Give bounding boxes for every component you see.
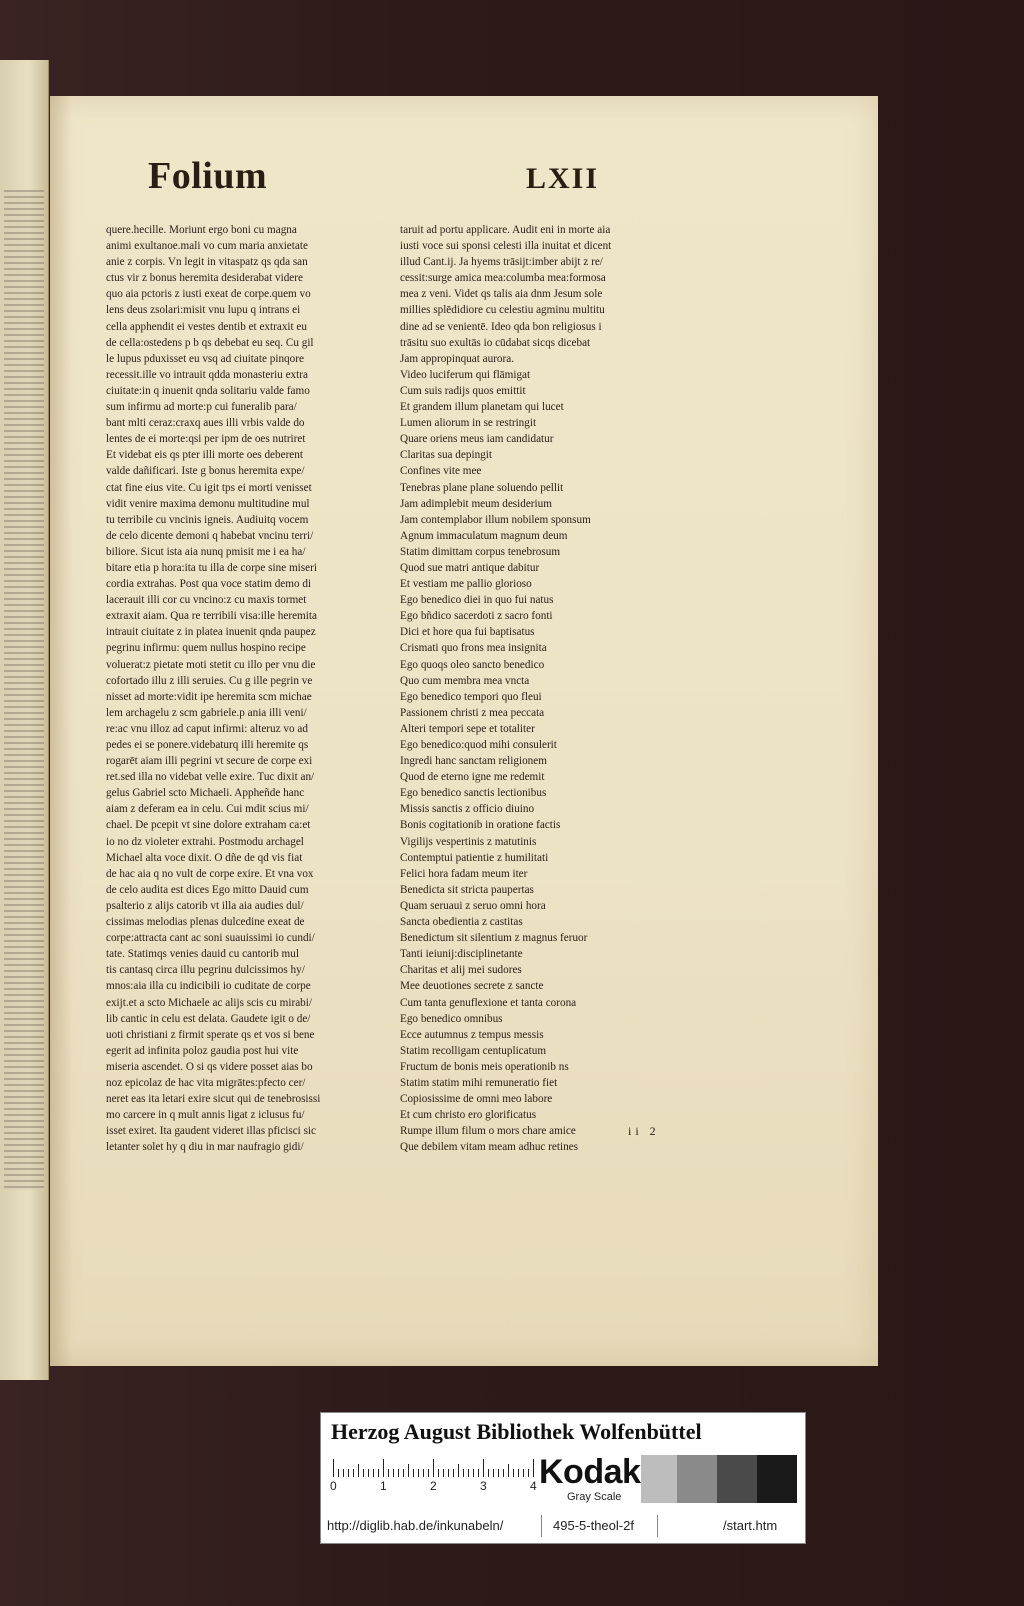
text-line: Copiosissime de omni meo labore [400,1093,553,1106]
library-name: Herzog August Bibliothek Wolfenbüttel [331,1419,702,1444]
ruler-tick [518,1469,519,1477]
color-target-card [320,1412,806,1544]
text-line: cessit:surge amica mea:columba mea:formosa [400,272,606,285]
text-line: Bonis cogitationib in oratione factis [400,819,561,832]
text-line: sum infirmu ad morte:p cui funeralib para/ [106,401,297,414]
ruler-number: 1 [380,1479,387,1493]
ruler-tick [358,1464,359,1477]
ruler-tick [478,1469,479,1477]
text-line: corpe:attracta cant ac soni suauissimi io cundi/ [106,932,315,945]
text-line: Dici et hore qua fui baptisatus [400,626,535,639]
text-line: pegrinu infirmu: quem nullus hospino recipe [106,642,306,655]
text-line: Quam seruaui z seruo omni hora [400,899,546,912]
text-line: rogarēt aiam illi pegrini vt secure de corpe exi [106,755,313,768]
text-line: taruit ad portu applicare. Audit eni in morte aia [400,224,611,236]
text-line: vidit venire maxima demonu multitudine mul [106,497,310,510]
text-line: aiam z deferam ea in celu. Cui mdit scius mi/ [106,803,309,816]
text-line: Mee deuotiones secrete z sancte [400,980,544,993]
text-line: isset exiret. Ita gaudent videret illas pficisci sic [106,1125,317,1138]
ruler-tick [338,1469,339,1477]
text-line: cofortado illu z illi seruies. Cu g ille pegrin ve [106,674,313,687]
text-line: tis cantasq circa illu pegrinu dulcissimos hy/ [106,964,305,977]
text-line: Contemptui patientie z humilitati [400,851,549,864]
text-line: Alteri tempori sepe et totaliter [400,722,535,735]
ruler-tick [333,1459,334,1477]
text-line: de cella:ostedens p b qs debebat eu seq. Cu gil [106,336,314,349]
text-line: Lumen aliorum in se restringit [400,417,537,430]
text-line: ctus vir z bonus heremita desiderabat videre [106,272,303,285]
text-line: lens deus zsolari:misit vnu lupu q intrans ei [106,304,301,317]
text-line: cella apphendit ei vestes dentib et extraxit eu [106,320,307,333]
ruler-tick [373,1469,374,1477]
ruler-tick [408,1464,409,1477]
text-line: Felici hora fadam meum iter [400,867,528,880]
text-line: cordia extrahas. Post qua voce statim demo di [106,578,312,591]
book-page [50,96,878,1366]
text-line: Sancta obedientia z castitas [400,916,523,929]
text-line: egerit ad infinita poloz gaudia post hui vite [106,1044,299,1057]
ruler-tick [388,1469,389,1477]
text-line: chael. De pcepit vt sine dolore extraham ca:et [106,819,311,832]
ruler-tick [493,1469,494,1477]
facing-page-text-strip [4,190,44,1190]
ruler-tick [528,1469,529,1477]
text-line: bant mlti ceraz:craxq aues illi vrbis valde do [106,417,305,430]
text-line: mea z veni. Videt qs talis aia dnm Jesum sole [400,288,603,301]
ruler-tick [483,1459,484,1477]
text-line: Ego quoqs oleo sancto benedico [400,658,545,671]
page-header-folium: Folium [148,155,268,197]
page-folio-number: LXII [526,162,600,195]
ruler-tick [453,1469,454,1477]
ruler-tick [448,1469,449,1477]
gray-patch [641,1455,681,1503]
ruler-number: 0 [330,1479,337,1493]
text-line: pedes ei se ponere.videbaturq illi heremite qs [106,739,309,751]
text-line: mnos:aia illa cu indicibili io cuditate de corpe [106,980,311,993]
text-line: Quo cum membra mea vncta [400,674,530,687]
text-line: Et vestiam me pallio glorioso [400,578,532,591]
text-line: Video luciferum qui flāmigat [400,368,531,381]
text-line: recessit.ille vo intrauit qdda monasteriu extra [106,368,308,381]
text-line: valde dañificari. Iste g bonus heremita expe/ [106,465,305,478]
ruler-number: 3 [480,1479,487,1493]
text-line: mo carcere in q mult annis ligat z iclusus fu/ [106,1109,305,1122]
text-line: Statim dimittam corpus tenebrosum [400,545,561,558]
text-line: biliore. Sicut ista aia nunq pmisit me i ea ha/ [106,545,306,558]
file-text: /start.htm [723,1518,778,1533]
text-line: uoti christiani z firmit sperate qs et vos si bene [106,1028,315,1041]
text-line: Et grandem illum planetam qui lucet [400,401,564,414]
text-line: quo aia pctoris z iusti exeat de corpe.quem vo [106,288,311,301]
text-line: letanter solet hy q diu in mar naufragio gidi/ [106,1141,304,1154]
gray-patch [717,1455,757,1503]
text-line: lib cantic in celu est delata. Gaudete igit o de/ [106,1012,311,1025]
facing-page-edge [0,60,49,1380]
text-line: Jam adimplebit meum desiderium [400,497,552,510]
gray-patch [677,1455,717,1503]
text-line: anie z corpis. Vn legit in vitaspatz qs qda san [106,256,308,269]
text-line: io no dz violeter extrahi. Postmodu archagel [106,835,304,848]
ruler-tick [383,1459,384,1477]
text-line: Benedicta sit stricta paupertas [400,883,534,896]
text-line: intrauit ciuitate z in platea inuenit qnda paupez [106,626,316,639]
ruler-tick [343,1469,344,1477]
divider [541,1515,542,1537]
ruler-tick [363,1469,364,1477]
text-line: exijt.et a scto Michaele ac alijs scis cu mirabi/ [106,996,312,1009]
text-line: millies splēdidiore cu celestiu agminu multitu [400,304,605,317]
ruler-number: 2 [430,1479,437,1493]
ruler-tick [443,1469,444,1477]
text-line: bitare etia p hora:ita tu illa de corpe sine miseri [106,561,317,574]
ruler-tick [508,1464,509,1477]
gray-patch [757,1455,797,1503]
ruler-numbers [330,1479,537,1495]
text-line: voluerat:z pietate moti stetit cu illo per vnu die [106,658,316,671]
ruler-tick [428,1469,429,1477]
text-line: Cum tanta genuflexione et tanta corona [400,996,577,1009]
url-row [321,1511,805,1541]
text-line: tate. Statimqs venies dauid cu cantorib mul [106,948,299,961]
text-line: de celo audita est dices Ego mitto Dauid cum [106,883,309,896]
ruler-tick [533,1459,534,1477]
text-line: Et videbat eis qs pter illi morte oes deberent [106,449,303,462]
text-line: Charitas et alij mei sudores [400,964,522,977]
text-line: Quod sue matri antique dabitur [400,561,540,574]
ruler-tick [438,1469,439,1477]
text-line: Missis sanctis z officio diuino [400,803,535,816]
divider [657,1515,658,1537]
ruler-tick [378,1469,379,1477]
text-line: Confines vite mee [400,465,482,478]
ruler-tick [398,1469,399,1477]
ruler-number: 4 [530,1479,537,1493]
text-line: Ingredi hanc sanctam religionem [400,755,547,768]
text-line: animi exultanoe.mali vo cum maria anxietate [106,240,308,253]
ruler-tick [523,1469,524,1477]
text-line: Ego bñdico sacerdoti z sacro fonti [400,610,553,623]
text-line: Que debilem vitam meam adhuc retines [400,1141,579,1154]
text-line: Ecce autumnus z tempus messis [400,1028,544,1041]
text-line: trāsitu suo exultās io cūdabat sicqs dicebat [400,336,591,349]
text-line: Ego benedico tempori quo fleui [400,690,542,703]
shelfmark-text: 495-5-theol-2f [553,1518,634,1533]
text-line: Cum suis radijs quos emittit [400,384,526,397]
text-line: Michael alta voce dixit. O dñe de qd vis fiat [106,851,303,864]
ruler-tick [513,1469,514,1477]
ruler-tick [368,1469,369,1477]
text-line: neret eas ita letari exire sicut qui de tenebrosissi [106,1093,321,1106]
text-line: ctat fine eius vite. Cu igit tps ei morti venisset [106,481,312,494]
text-line: lacerauit illi cor cu vncino:z cu maxis tormet [106,594,307,607]
text-line: tu terribile cu vncinis igneis. Audiuitq vocem [106,513,309,526]
text-line: Quod de eterno igne me redemit [400,771,545,784]
text-line: Rumpe illum filum o mors chare amice [400,1125,576,1138]
text-line: Passionem christi z mea peccata [400,706,545,719]
url-text: http://diglib.hab.de/inkunabeln/ [327,1518,504,1533]
text-line: quere.hecille. Moriunt ergo boni cu magna [106,224,297,236]
text-line: Claritas sua depingit [400,449,492,462]
text-line: Agnum immaculatum magnum deum [400,529,568,542]
text-line: psalterio z alijs catorib vt illa aia audies dul/ [106,899,304,912]
text-line: noz epicolaz de hac vita migrātes:pfecto cer/ [106,1076,306,1089]
text-line: Et cum christo ero glorificatus [400,1109,537,1122]
text-line: de celo dicente demoni q habebat vncinu terri/ [106,529,314,542]
ruler-tick [488,1469,489,1477]
ruler-tick [463,1469,464,1477]
text-line: dine ad se venientē. Ideo qda bon religiosus i [400,320,602,333]
ruler-tick [348,1469,349,1477]
ruler-tick [403,1469,404,1477]
ruler-tick [413,1469,414,1477]
text-line: illud Cant.ij. Ja hyems trāsijt:imber abijt z re/ [400,256,603,269]
ruler-tick [458,1464,459,1477]
ruler-tick [418,1469,419,1477]
text-column-left [106,222,404,1155]
text-line: iusti voce sui sponsi celesti illa inuitat et dicent [400,240,612,253]
text-line: Jam appropinquat aurora. [400,352,515,365]
text-line: Crismati quo frons mea insignita [400,642,547,655]
text-line: de hac aia q no vult de corpe exire. Et vna vox [106,867,314,880]
text-line: Statim statim mihi remuneratio fiet [400,1076,558,1089]
gray-scale-label: Gray Scale [567,1491,622,1503]
text-line: Fructum de bonis meis operationib ns [400,1060,569,1073]
ruler-tick [468,1469,469,1477]
signature-mark: ii 2 [628,1124,660,1138]
text-line: le lupus pduxisset eu vsq ad ciuitate pinqore [106,352,304,365]
text-line: miseria ascendet. O si qs videre posset aias bo [106,1060,313,1073]
kodak-logo: Kodak [539,1453,641,1491]
text-line: Statim recolligam centuplicatum [400,1044,547,1057]
text-line: ciuitate:in q inuenit qnda solitariu valde famo [106,384,310,397]
text-column-right [400,222,700,1155]
ruler-tick [473,1469,474,1477]
text-line: nisset ad morte:vidit ipe heremita scm michae [106,690,312,703]
ruler-tick [423,1469,424,1477]
text-line: Quare oriens meus iam candidatur [400,433,554,446]
text-line: lem archagelu z scm gabriele.p ania illi veni/ [106,706,307,719]
text-line: Vigilijs vespertinis z matutinis [400,835,537,848]
text-line: re:ac vnu illoz ad caput infirmi: alteruz vo ad [106,722,308,735]
text-line: gelus Gabriel scto Michaeli. Appheñde hanc [106,787,305,800]
ruler-tick [353,1469,354,1477]
ruler-scale [333,1457,533,1477]
text-line: Ego benedico omnibus [400,1012,503,1025]
text-line: Tenebras plane plane soluendo pellit [400,481,564,494]
ruler-tick [498,1469,499,1477]
ruler-tick [393,1469,394,1477]
text-line: lentes de ei morte:qsi per ipm de oes nutriret [106,433,306,446]
text-line: Ego benedico sanctis lectionibus [400,787,547,800]
text-line: cissimas melodias plenas dulcedine exeat de [106,916,305,929]
text-line: Ego benedico:quod mihi consulerit [400,739,557,751]
ruler-tick [503,1469,504,1477]
text-line: ret.sed illa no videbat velle exire. Tuc dixit an/ [106,771,315,784]
text-line: Tanti ieiunij:disciplinetante [400,948,523,961]
text-line: Benedictum sit silentium z magnus feruor [400,932,588,945]
ruler-tick [433,1459,434,1477]
text-line: extraxit aiam. Qua re terribili visa:ille heremita [106,610,317,623]
text-line: Ego benedico diei in quo fui natus [400,594,554,607]
text-line: Jam contemplabor illum nobilem sponsum [400,513,591,526]
